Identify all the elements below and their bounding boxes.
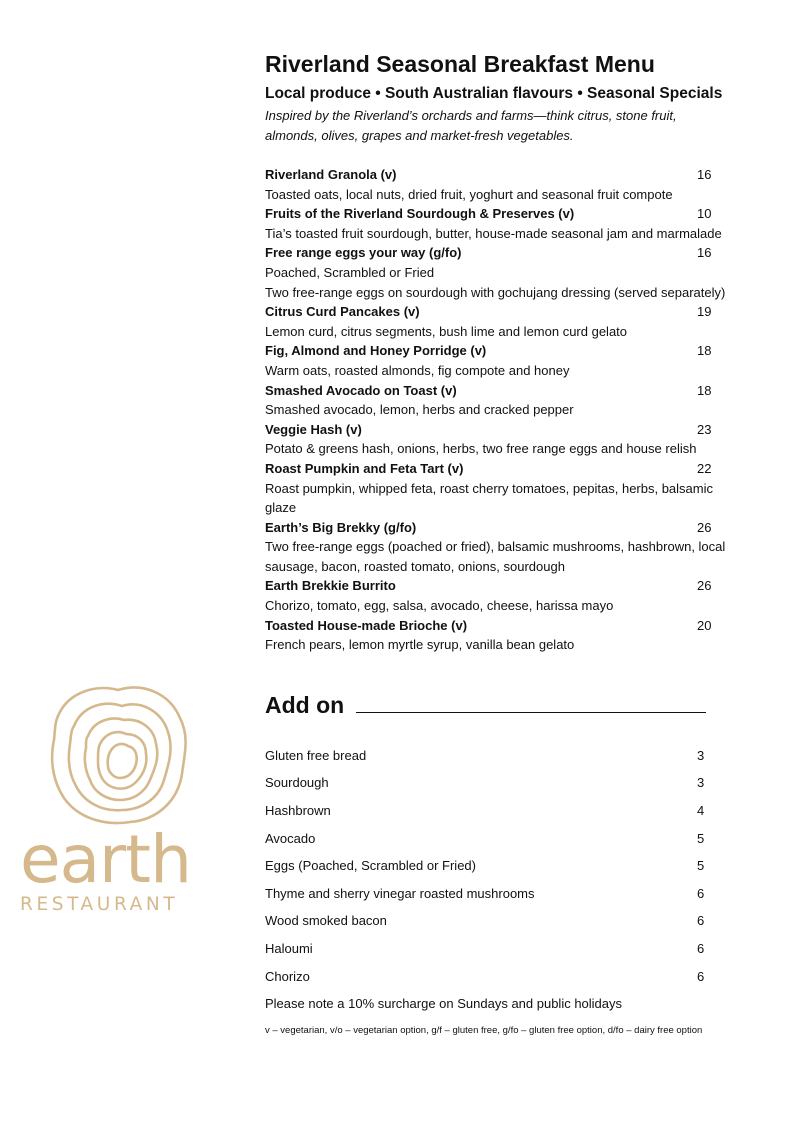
intro-text: Inspired by the Riverland’s orchards and farms—think citrus, stone fruit, almonds, olives, grapes and market-fresh vegetables. bbox=[265, 108, 677, 143]
menu-item-price: 18 bbox=[697, 343, 712, 359]
menu-item-price: 26 bbox=[697, 519, 712, 535]
menu-item-price: 19 bbox=[697, 304, 712, 320]
tree-ring-logo-icon bbox=[18, 678, 228, 828]
menu-item-name: Veggie Hash (v) bbox=[265, 421, 362, 437]
addon-item bbox=[265, 746, 755, 774]
addon-item bbox=[265, 911, 755, 939]
earth-restaurant-logo bbox=[18, 678, 228, 915]
menu-item-price: 10 bbox=[697, 206, 712, 222]
addon-item-name: Sourdough bbox=[265, 775, 329, 791]
addon-item bbox=[265, 967, 755, 995]
addon-item bbox=[265, 884, 755, 912]
menu-item-desc: French pears, lemon myrtle syrup, vanilla bean gelato bbox=[265, 637, 575, 653]
menu-item bbox=[265, 576, 755, 615]
menu-item bbox=[265, 302, 755, 341]
breakfast-menu-list bbox=[265, 165, 755, 655]
menu-item-name: Roast Pumpkin and Feta Tart (v) bbox=[265, 460, 464, 476]
surcharge-note: Please note a 10% surcharge on Sundays and public holidays bbox=[265, 996, 623, 1012]
menu-item-desc: Toasted oats, local nuts, dried fruit, yoghurt and seasonal fruit compote bbox=[265, 186, 673, 202]
brand-sub: RESTAURANT bbox=[20, 894, 179, 915]
addon-item-name: Thyme and sherry vinegar roasted mushrooms bbox=[265, 885, 535, 901]
page-subtitle: Local produce • South Australian flavours • Seasonal Specials bbox=[265, 85, 723, 102]
menu-item-price: 22 bbox=[697, 460, 712, 476]
menu-item-name: Smashed Avocado on Toast (v) bbox=[265, 382, 457, 398]
menu-item bbox=[265, 204, 755, 243]
addon-item bbox=[265, 856, 755, 884]
menu-item-name: Citrus Curd Pancakes (v) bbox=[265, 304, 420, 320]
menu-item bbox=[265, 341, 755, 380]
addon-item-price: 6 bbox=[697, 885, 705, 901]
addon-item bbox=[265, 829, 755, 857]
menu-item-name: Riverland Granola (v) bbox=[265, 167, 397, 182]
menu-item-desc: Two free-range eggs (poached or fried), balsamic mushrooms, hashbrown, local sausage, bacon, roasted tomato, onions, sourdough bbox=[265, 539, 726, 574]
addon-title: Add on bbox=[265, 691, 345, 718]
addon-item bbox=[265, 773, 755, 801]
addon-item-name: Chorizo bbox=[265, 968, 310, 984]
menu-item-name: Toasted House-made Brioche (v) bbox=[265, 617, 468, 633]
menu-item bbox=[265, 243, 755, 302]
menu-item bbox=[265, 165, 755, 204]
addon-divider bbox=[356, 712, 706, 713]
menu-item-price: 16 bbox=[697, 167, 712, 182]
addon-header bbox=[265, 691, 755, 719]
addon-item bbox=[265, 801, 755, 829]
page-title: Riverland Seasonal Breakfast Menu bbox=[265, 51, 655, 77]
menu-item-name: Fruits of the Riverland Sourdough & Preserves (v) bbox=[265, 206, 575, 222]
addon-item-price: 4 bbox=[697, 803, 705, 819]
addon-item-price: 3 bbox=[697, 747, 705, 763]
menu-item-desc: Lemon curd, citrus segments, bush lime and lemon curd gelato bbox=[265, 323, 628, 339]
dietary-legend: v – vegetarian, v/o – vegetarian option, g/f – gluten free, g/fo – gluten free option, d/fo – dairy free option bbox=[265, 1025, 703, 1037]
menu-item-desc: Smashed avocado, lemon, herbs and cracked pepper bbox=[265, 402, 574, 418]
menu-item-desc: Roast pumpkin, whipped feta, roast cherry tomatoes, pepitas, herbs, balsamic glaze bbox=[265, 480, 713, 516]
addon-item-price: 3 bbox=[697, 775, 705, 791]
menu-item bbox=[265, 420, 755, 459]
addon-list bbox=[265, 746, 755, 994]
menu-item-desc: Potato & greens hash, onions, herbs, two free range eggs and house relish bbox=[265, 441, 697, 457]
menu-item-desc: Tia’s toasted fruit sourdough, butter, house-made seasonal jam and marmalade bbox=[265, 225, 722, 241]
addon-item-price: 6 bbox=[697, 913, 705, 929]
menu-item bbox=[265, 381, 755, 420]
menu-item bbox=[265, 459, 755, 518]
addon-item-name: Haloumi bbox=[265, 941, 313, 956]
menu-item-desc: Poached, Scrambled or Fried Two free-range eggs on sourdough with gochujang dressing (served separately) bbox=[265, 264, 726, 300]
menu-item bbox=[265, 616, 755, 655]
menu-item-price: 20 bbox=[697, 617, 712, 633]
menu-item-name: Earth’s Big Brekky (g/fo) bbox=[265, 519, 417, 535]
menu-item-price: 18 bbox=[697, 382, 712, 398]
brand-word: earth bbox=[20, 821, 191, 898]
menu-item-name: Free range eggs your way (g/fo) bbox=[265, 245, 462, 261]
addon-item-price: 6 bbox=[697, 968, 705, 984]
addon-item-name: Gluten free bread bbox=[265, 747, 367, 763]
addon-item-name: Eggs (Poached, Scrambled or Fried) bbox=[265, 858, 476, 874]
menu-item-name: Fig, Almond and Honey Porridge (v) bbox=[265, 343, 487, 359]
menu-item-desc: Chorizo, tomato, egg, salsa, avocado, cheese, harissa mayo bbox=[265, 598, 614, 614]
menu-item-desc: Warm oats, roasted almonds, fig compote and honey bbox=[265, 362, 570, 378]
addon-item-price: 5 bbox=[697, 830, 705, 846]
addon-item-name: Hashbrown bbox=[265, 803, 331, 819]
addon-item-price: 6 bbox=[697, 941, 705, 956]
menu-item-price: 26 bbox=[697, 578, 712, 594]
addon-item-price: 5 bbox=[697, 858, 705, 874]
menu-item-name: Earth Brekkie Burrito bbox=[265, 578, 396, 594]
menu-item-price: 23 bbox=[697, 421, 712, 437]
addon-item bbox=[265, 939, 755, 967]
menu-content bbox=[265, 50, 755, 1038]
addon-item-name: Wood smoked bacon bbox=[265, 913, 387, 929]
addon-item-name: Avocado bbox=[265, 830, 316, 846]
menu-item-price: 16 bbox=[697, 245, 712, 261]
menu-item bbox=[265, 518, 755, 577]
